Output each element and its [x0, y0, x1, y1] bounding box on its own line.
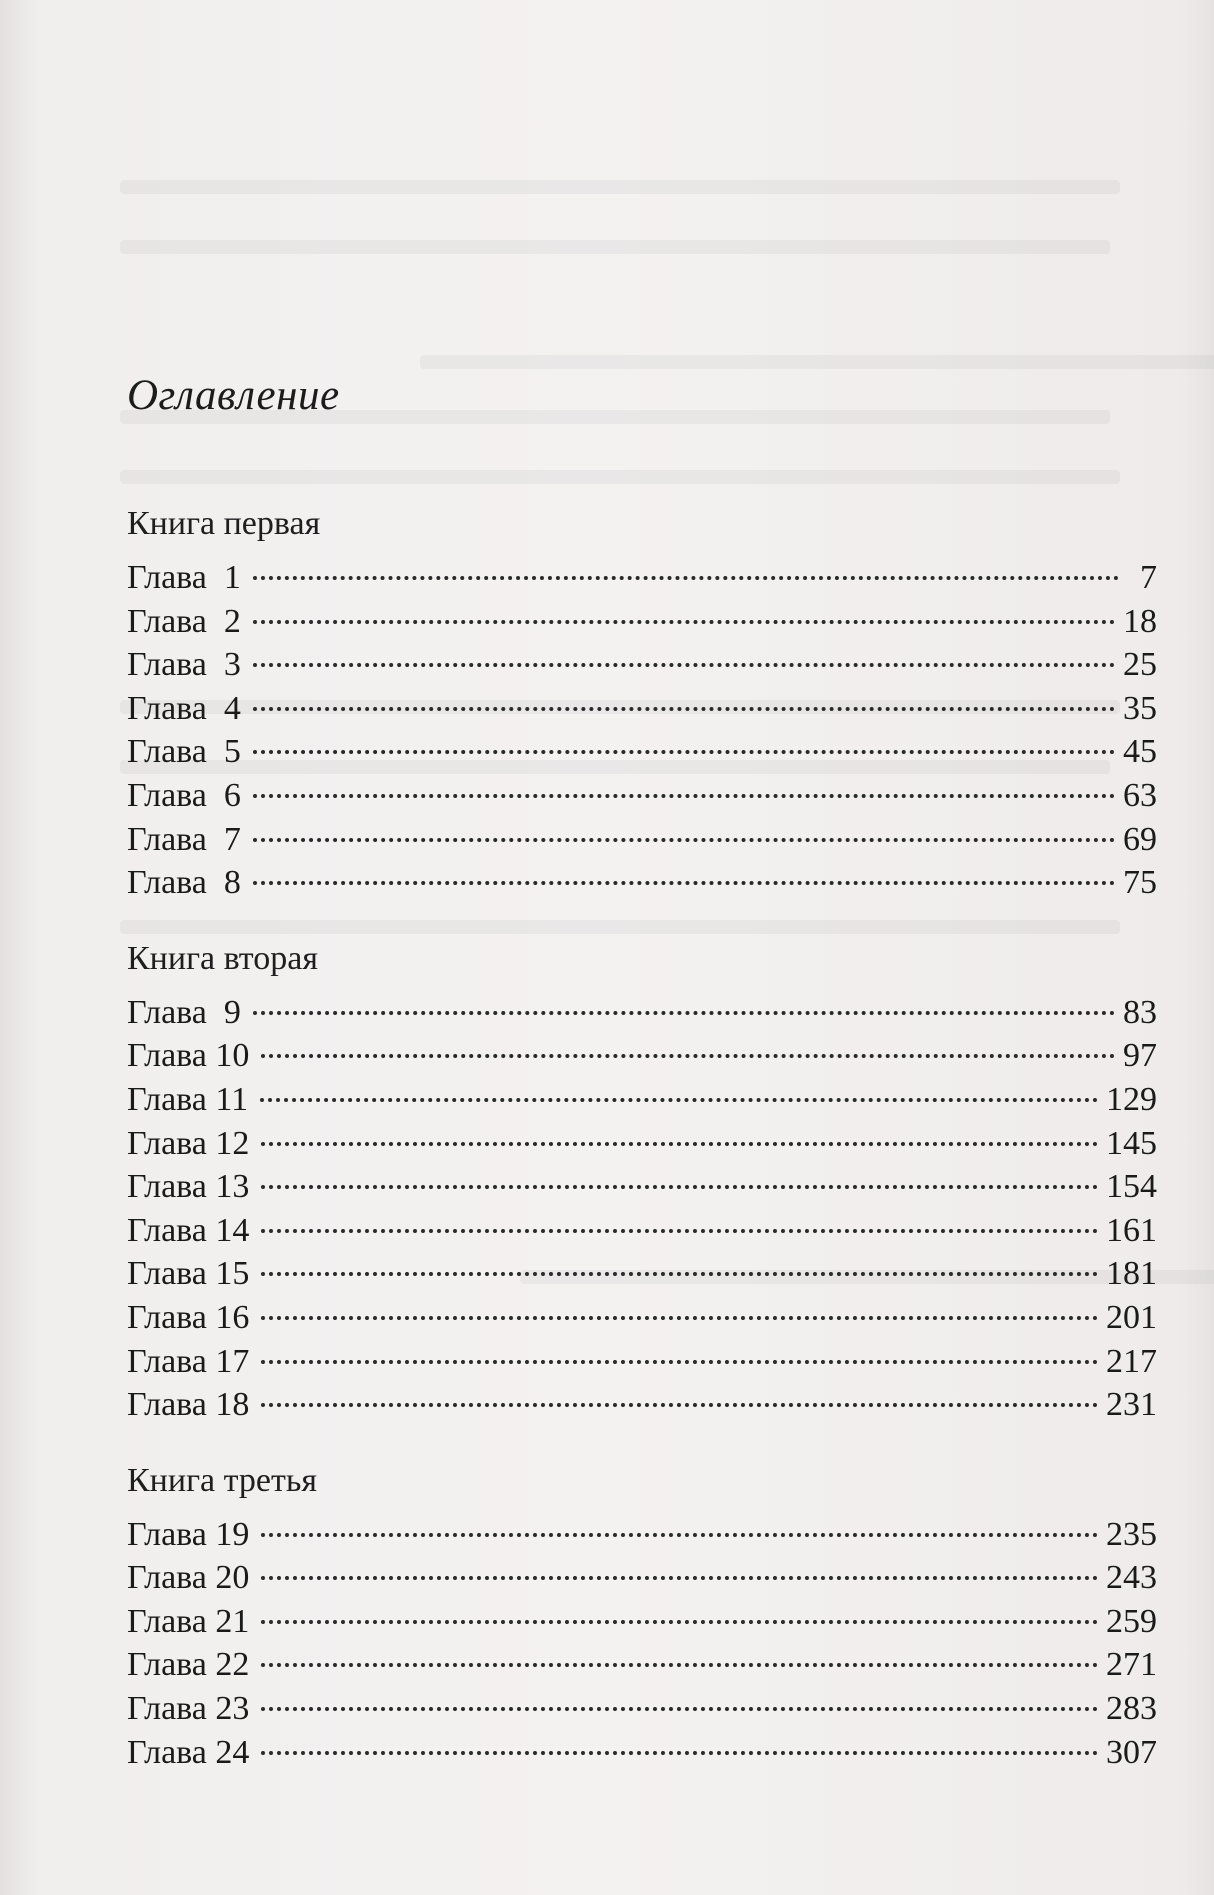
chapter-label: Глава 16	[127, 1298, 250, 1336]
toc-entry[interactable]	[127, 556, 1157, 600]
chapter-label: Глава 6	[127, 776, 241, 814]
dot-leader	[253, 881, 1115, 885]
toc-entry[interactable]	[127, 1209, 1157, 1253]
chapter-label: Глава 2	[127, 602, 241, 640]
dot-leader	[253, 576, 1119, 580]
chapter-label: Глава 1	[127, 559, 241, 596]
toc-entry[interactable]	[127, 861, 1157, 905]
chapter-label: Глава 11	[127, 1080, 249, 1118]
dot-leader	[261, 1576, 1098, 1580]
dot-leader	[261, 1533, 1098, 1537]
toc-entry[interactable]	[127, 1252, 1157, 1296]
toc-entry[interactable]	[127, 1513, 1157, 1557]
book-heading: Книга третья	[127, 1461, 317, 1499]
page-number: 161	[1106, 1211, 1157, 1249]
chapter-label: Глава 4	[127, 689, 241, 727]
toc-entry[interactable]	[127, 600, 1157, 644]
page-number: 217	[1106, 1342, 1157, 1380]
page-number: 129	[1106, 1080, 1157, 1118]
page-number: 75	[1123, 864, 1157, 902]
bleed-through-line	[120, 180, 1120, 194]
dot-leader	[260, 1098, 1098, 1102]
toc-entry[interactable]	[127, 1383, 1157, 1427]
chapter-label: Глава 19	[127, 1515, 250, 1553]
page-number: 259	[1106, 1602, 1157, 1640]
dot-leader	[261, 1360, 1098, 1364]
chapter-label: Глава 21	[127, 1602, 250, 1640]
dot-leader	[253, 620, 1115, 624]
page-number: 145	[1106, 1124, 1157, 1162]
chapter-label: Глава 18	[127, 1386, 250, 1424]
bleed-through-line	[420, 355, 1214, 369]
dot-leader	[253, 838, 1115, 842]
toc-entry[interactable]	[127, 1296, 1157, 1340]
dot-leader	[253, 707, 1115, 711]
toc-entry[interactable]	[127, 1643, 1157, 1687]
page-number: 307	[1106, 1733, 1157, 1771]
toc-entry[interactable]	[127, 1340, 1157, 1384]
book-heading: Книга вторая	[127, 939, 318, 977]
page-number: 35	[1123, 689, 1157, 727]
toc-entry[interactable]	[127, 1165, 1157, 1209]
chapter-label: Глава 17	[127, 1342, 250, 1380]
dot-leader	[261, 1185, 1098, 1189]
dot-leader	[261, 1054, 1115, 1058]
page-number: 271	[1106, 1646, 1157, 1684]
page-number: 45	[1123, 733, 1157, 771]
page-number: 154	[1106, 1168, 1157, 1206]
dot-leader	[261, 1403, 1098, 1407]
toc-entry[interactable]	[127, 1556, 1157, 1600]
toc-title: Оглавление	[127, 372, 340, 419]
page-number: 25	[1123, 646, 1157, 684]
dot-leader	[253, 750, 1115, 754]
chapter-label: Глава 5	[127, 733, 241, 771]
toc-entry[interactable]	[127, 643, 1157, 687]
dot-leader	[261, 1229, 1098, 1233]
dot-leader	[261, 1751, 1098, 1755]
page-number: 97	[1123, 1037, 1157, 1075]
toc-entry[interactable]	[127, 1078, 1157, 1122]
chapter-label: Глава 20	[127, 1559, 250, 1597]
book-section-3	[127, 1459, 1157, 1775]
dot-leader	[261, 1142, 1098, 1146]
chapter-label: Глава 14	[127, 1211, 250, 1249]
page-number: 235	[1106, 1515, 1157, 1553]
dot-leader	[253, 1011, 1115, 1015]
dot-leader	[261, 1707, 1098, 1711]
toc-entry[interactable]	[127, 687, 1157, 731]
chapter-label: Глава 24	[127, 1733, 250, 1771]
chapter-label: Глава 22	[127, 1646, 250, 1684]
toc-entry[interactable]	[127, 774, 1157, 818]
dot-leader	[261, 1620, 1098, 1624]
page-number: 231	[1106, 1386, 1157, 1424]
toc-entry[interactable]	[127, 1600, 1157, 1644]
page-number: 181	[1106, 1255, 1157, 1293]
page-number: 18	[1123, 602, 1157, 640]
toc-entry[interactable]	[127, 1034, 1157, 1078]
bleed-through-line	[120, 240, 1110, 254]
dot-leader	[261, 1663, 1098, 1667]
toc-entry[interactable]	[127, 818, 1157, 862]
toc-entry[interactable]	[127, 1122, 1157, 1166]
book-heading: Книга первая	[127, 505, 321, 542]
toc-entry[interactable]	[127, 991, 1157, 1035]
chapter-label: Глава 8	[127, 864, 241, 902]
page-number: 201	[1106, 1298, 1157, 1336]
page-number: 63	[1123, 776, 1157, 814]
table-of-contents	[127, 370, 1157, 1806]
chapter-label: Глава 7	[127, 820, 241, 858]
dot-leader	[253, 794, 1115, 798]
chapter-label: Глава 13	[127, 1168, 250, 1206]
page-number: 83	[1123, 993, 1157, 1031]
toc-entry[interactable]	[127, 730, 1157, 774]
book-section-1	[127, 502, 1157, 905]
chapter-label: Глава 10	[127, 1037, 250, 1075]
chapter-label: Глава 12	[127, 1124, 250, 1162]
dot-leader	[253, 663, 1115, 667]
toc-entry[interactable]	[127, 1687, 1157, 1731]
page-number: 283	[1106, 1690, 1157, 1728]
page-number: 243	[1106, 1559, 1157, 1597]
toc-entry[interactable]	[127, 1731, 1157, 1775]
chapter-label: Глава 9	[127, 993, 241, 1031]
dot-leader	[261, 1272, 1098, 1276]
page-number: 69	[1123, 820, 1157, 858]
book-section-2	[127, 937, 1157, 1427]
page-number: 7	[1140, 559, 1157, 596]
dot-leader	[261, 1316, 1098, 1320]
chapter-label: Глава 3	[127, 646, 241, 684]
chapter-label: Глава 15	[127, 1255, 250, 1293]
chapter-label: Глава 23	[127, 1690, 250, 1728]
